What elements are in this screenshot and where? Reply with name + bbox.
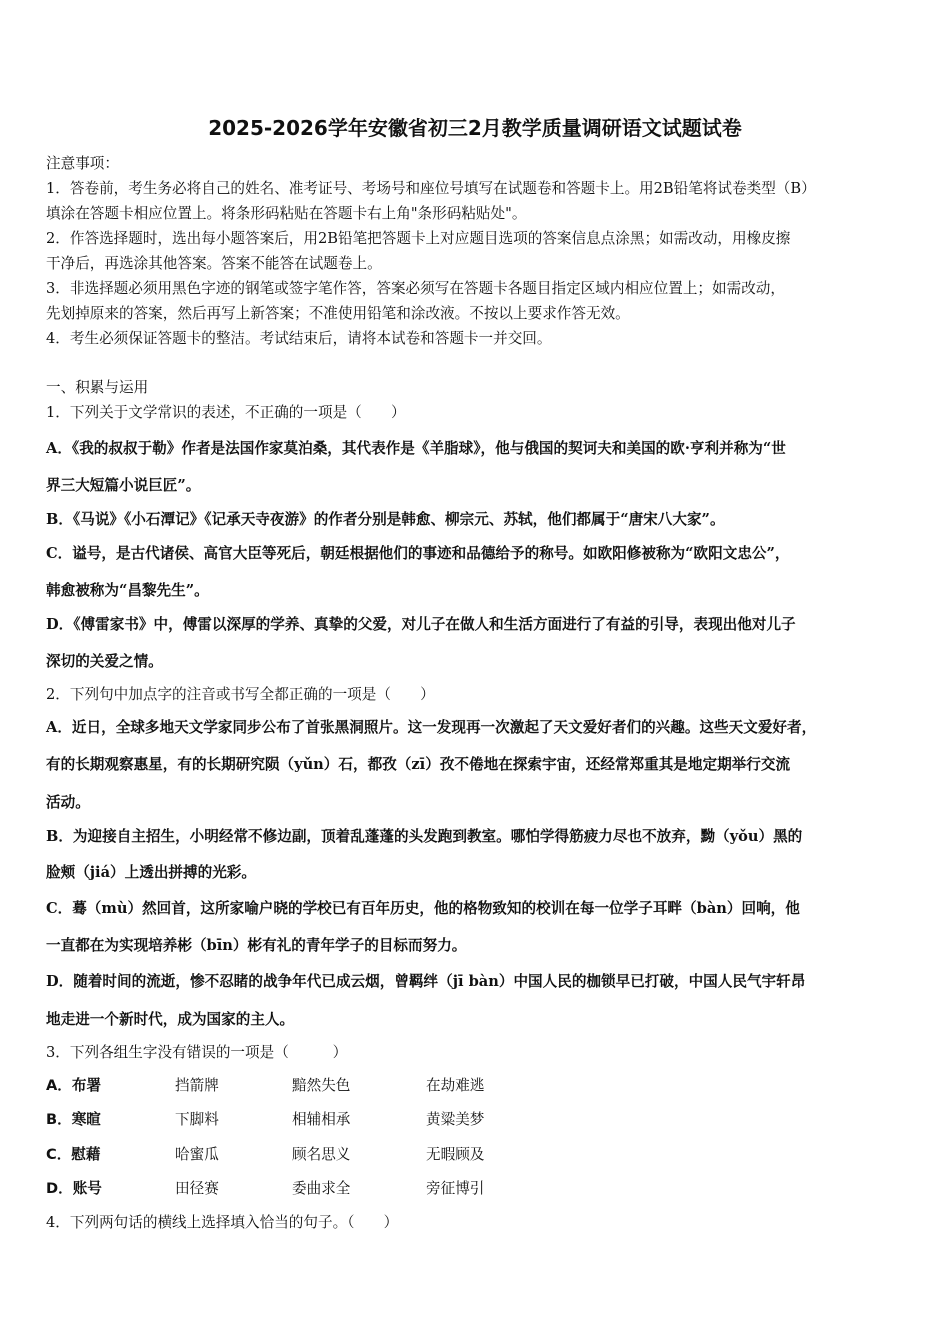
q3-cell: 黄粱美梦: [426, 1111, 485, 1128]
q3-cell: 在劫难逃: [426, 1077, 485, 1094]
q2-option-a: A．近日，全球多地天文学家同步公布了首张黑洞照片。这一发现再一次激起了天文爱好者们的兴趣。这些天文爱好者，: [46, 719, 817, 736]
q1-option-a: A．《我的叔叔于勒》作者是法国作家莫泊桑，其代表作是《羊脂球》，他与俄国的契诃夫和美国的欧·亨利并称为“世: [46, 440, 786, 457]
notice-heading: 注意事项：: [46, 155, 119, 172]
q3-cell: B．寒暄: [46, 1111, 101, 1128]
q2-option-b: B．为迎接自主招生，小明经常不修边副，顶着乱蓬蓬的头发跑到教室。哪怕学得筋疲力尽也不放弃，黝（yǒu）黑的: [46, 828, 803, 845]
question-stem: 4．下列两句话的横线上选择填入恰当的句子。（ ）: [46, 1214, 399, 1231]
q1-option-d-cont: 深切的关爱之情。: [46, 653, 163, 670]
q2-option-c: C．蓦（mù）然回首，这所家喻户晓的学校已有百年历史，他的格物致知的校训在每一位学子耳畔（bàn）回响，他: [46, 900, 800, 917]
notice-line: 2．作答选择题时，选出每小题答案后，用2B铅笔把答题卡上对应题目选项的答案信息点涂黑；如需改动，用橡皮擦: [46, 230, 791, 247]
q3-cell: 委曲求全: [292, 1180, 351, 1197]
q3-cell: 无暇顾及: [426, 1146, 485, 1163]
q1-option-c-cont: 韩愈被称为“昌黎先生”。: [46, 582, 209, 599]
question-stem: 3．下列各组生字没有错误的一项是（ ）: [46, 1044, 348, 1061]
q1-option-a-cont: 界三大短篇小说巨匠”。: [46, 477, 201, 494]
q1-option-c: C．谥号，是古代诸侯、高官大臣等死后，朝廷根据他们的事迹和品德给予的称号。如欧阳修被称为“欧阳文忠公”，: [46, 545, 790, 562]
q1-option-b: B．《马说》《小石潭记》《记承天寺夜游》的作者分别是韩愈、柳宗元、苏轼，他们都属于“唐宋八大家”。: [46, 511, 725, 528]
q3-cell: 哈蜜瓜: [175, 1146, 219, 1163]
q3-cell: 顾名思义: [292, 1146, 351, 1163]
q2-option-c-cont: 一直都在为实现培养彬（bīn）彬有礼的青年学子的目标而努力。: [46, 937, 467, 954]
q3-cell: 旁征博引: [426, 1180, 485, 1197]
q3-cell: C．慰藉: [46, 1146, 101, 1163]
q2-option-a-cont: 有的长期观察惠星，有的长期研究陨（yǔn）石，都孜（zī）孜不倦地在探索宇宙，还经常郑重其是地定期举行交流: [46, 756, 791, 773]
q2-option-d-cont: 地走进一个新时代，成为国家的主人。: [46, 1011, 295, 1028]
q3-cell: A．布署: [46, 1077, 102, 1094]
notice-line: 先划掉原来的答案，然后再写上新答案；不准使用铅笔和涂改液。不按以上要求作答无效。: [46, 305, 630, 322]
q3-cell: 田径赛: [175, 1180, 219, 1197]
q3-cell: 下脚料: [175, 1111, 219, 1128]
q2-option-d: D．随着时间的流逝，惨不忍睹的战争年代已成云烟，曾羁绊（jī bàn）中国人民的枷锁早已打破，中国人民气宇轩昂: [46, 973, 806, 990]
page-title: 2025-2026学年安徽省初三2月教学质量调研语文试题试卷: [208, 116, 742, 140]
notice-line: 3．非选择题必须用黑色字迹的钢笔或签字笔作答，答案必须写在答题卡各题目指定区域内相应位置上；如需改动，: [46, 280, 785, 297]
q3-cell: 黯然失色: [292, 1077, 351, 1094]
q3-cell: 挡箭牌: [175, 1077, 219, 1094]
notice-line: 干净后，再选涂其他答案。答案不能答在试题卷上。: [46, 255, 382, 272]
q1-option-d: D．《傅雷家书》中，傅雷以深厚的学养、真挚的父爱，对儿子在做人和生活方面进行了有益的引导，表现出他对儿子: [46, 616, 796, 633]
question-stem: 2．下列句中加点字的注音或书写全都正确的一项是（ ）: [46, 686, 435, 703]
section-heading: 一、积累与运用: [46, 379, 149, 396]
notice-line: 4．考生必须保证答题卡的整洁。考试结束后，请将本试卷和答题卡一并交回。: [46, 330, 552, 347]
q3-cell: 相辅相承: [292, 1111, 351, 1128]
q2-option-b-cont: 脸颊（jiá）上透出拼搏的光彩。: [46, 864, 257, 881]
question-stem: 1．下列关于文学常识的表述，不正确的一项是（ ）: [46, 404, 406, 421]
q3-cell: D．账号: [46, 1180, 102, 1197]
notice-line: 填涂在答题卡相应位置上。将条形码粘贴在答题卡右上角"条形码粘贴处"。: [46, 205, 527, 222]
notice-line: 1．答卷前，考生务必将自己的姓名、准考证号、考场号和座位号填写在试题卷和答题卡上。用2B铅笔将试卷类型（B）: [46, 180, 816, 197]
q2-option-a-cont: 活动。: [46, 794, 90, 811]
